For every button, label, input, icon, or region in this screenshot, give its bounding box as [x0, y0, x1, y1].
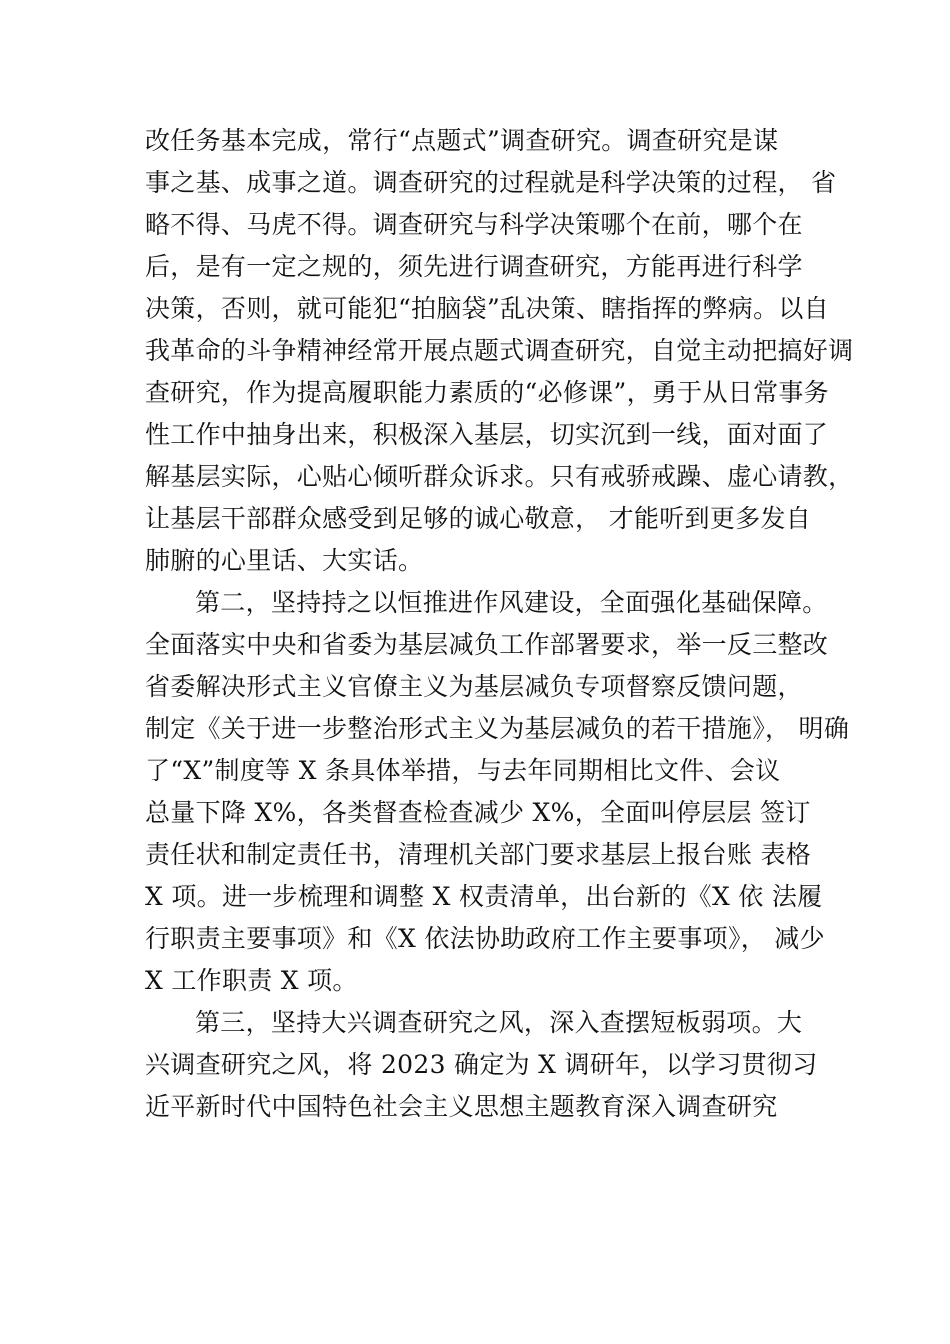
text-line-24: 近平新时代中国特色社会主义思想主题教育深入调查研究	[145, 1092, 778, 1121]
text-line-9: 解基层实际，心贴心倾听群众诉求。只有戒骄戒躁、虚心请教，	[145, 462, 854, 491]
paragraph-three-heading: 第三，坚持大兴调查研究之风，深入查摆短板弱项。大	[195, 1008, 803, 1037]
text-line-20: 行职责主要事项》和《X 依法协助政府工作主要事项》， 减少	[145, 924, 825, 953]
text-line-7: 查研究，作为提高履职能力素质的“必修课”，勇于从日常事务	[145, 378, 829, 407]
text-line-6: 我革命的斗争精神经常开展点题式调查研究，自觉主动把搞好调	[145, 336, 854, 365]
paragraph-two-heading: 第二，坚持持之以恒推进作风建设，全面强化基础保障。	[195, 588, 828, 617]
text-line-17: 总量下降 X%，各类督查检查减少 X%，全面叫停层层 签订	[145, 798, 811, 827]
text-line-19: X 项。进一步梳理和调整 X 权责清单，出台新的《X 依 法履	[145, 882, 823, 911]
text-line-4: 后，是有一定之规的，须先进行调查研究，方能再进行科学	[145, 252, 803, 281]
body-text	[145, 120, 854, 1128]
text-line-16: 了“X”制度等 X 条具体举措，与去年同期相比文件、会议	[145, 756, 781, 785]
text-line-13: 全面落实中央和省委为基层减负工作部署要求，举一反三整改	[145, 630, 829, 659]
text-line-15: 制定《关于进一步整治形式主义为基层减负的若干措施》， 明确	[145, 714, 850, 743]
text-line-10: 让基层干部群众感受到足够的诚心敬意， 才能听到更多发自	[145, 504, 812, 533]
text-line-5: 决策，否则，就可能犯“拍脑袋”乱决策、瞎指挥的弊病。以自	[145, 294, 829, 323]
text-line-1: 改任务基本完成，常行“点题式”调查研究。调查研究是谋	[145, 126, 779, 155]
text-line-8: 性工作中抽身出来，积极深入基层，切实沉到一线，面对面了	[145, 420, 829, 449]
text-line-3: 略不得、马虎不得。调查研究与科学决策哪个在前，哪个在	[145, 210, 803, 239]
text-line-23: 兴调查研究之风，将 2023 确定为 X 调研年，以学习贯彻习	[145, 1050, 818, 1079]
text-line-2: 事之基、成事之道。调查研究的过程就是科学决策的过程， 省	[145, 168, 837, 197]
text-line-18: 责任状和制定责任书，清理机关部门要求基层上报台账 表格	[145, 840, 812, 869]
text-line-11: 肺腑的心里话、大实话。	[145, 546, 424, 575]
text-line-21: X 工作职责 X 项。	[145, 966, 358, 995]
text-line-14: 省委解决形式主义官僚主义为基层减负专项督察反馈问题，	[145, 672, 803, 701]
